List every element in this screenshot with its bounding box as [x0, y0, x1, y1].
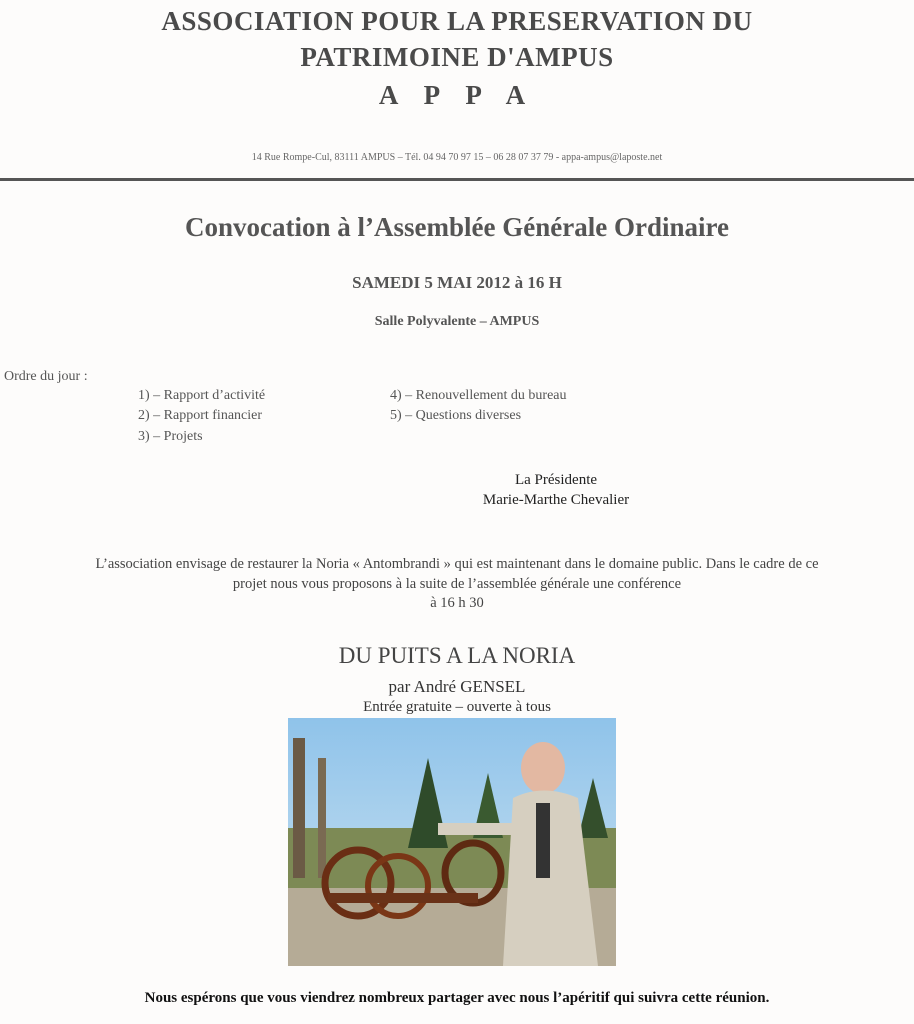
- org-name-line2: PATRIMOINE D'AMPUS: [300, 42, 614, 72]
- signatory-name: Marie-Marthe Chevalier: [482, 492, 630, 508]
- conference-speaker: par André GENSEL: [388, 677, 526, 696]
- agenda-item: 1) – Rapport d’activité: [138, 388, 266, 403]
- conference-entry: Entrée gratuite – ouverte à tous: [363, 699, 551, 715]
- convocation-title: Convocation à l’Assemblée Générale Ordinaire: [185, 212, 729, 242]
- agenda-label: Ordre du jour :: [4, 369, 88, 384]
- agenda-item: 2) – Rapport financier: [138, 408, 263, 423]
- noria-photo: [288, 718, 616, 966]
- meeting-place: Salle Polyvalente – AMPUS: [374, 314, 540, 329]
- announcement-line2: projet nous vous proposons à la suite de l’assemblée générale une conférence: [232, 576, 682, 592]
- announcement-time: à 16 h 30: [430, 595, 484, 611]
- closing-note: Nous espérons que vous viendrez nombreux partager avec nous l’apéritif qui suivra cette réunion.: [144, 990, 770, 1006]
- meeting-date: SAMEDI 5 MAI 2012 à 16 H: [352, 273, 562, 292]
- org-acronym: A P P A: [378, 80, 536, 110]
- org-address: 14 Rue Rompe-Cul, 83111 AMPUS – Tél. 04 94 70 97 15 – 06 28 07 37 79 - appa-ampus@laposte.net: [251, 152, 663, 163]
- agenda-item: 3) – Projets: [138, 429, 203, 444]
- conference-title: DU PUITS A LA NORIA: [338, 643, 576, 668]
- agenda-item: 5) – Questions diverses: [390, 408, 522, 423]
- org-name-line1: ASSOCIATION POUR LA PRESERVATION DU: [161, 6, 753, 36]
- agenda-item: 4) – Renouvellement du bureau: [390, 388, 567, 403]
- signatory-role: La Présidente: [514, 472, 598, 488]
- announcement-line1: L’association envisage de restaurer la Noria « Antombrandi » qui est maintenant dans le domaine public. Dans le cadre de ce: [95, 556, 819, 572]
- header-divider: [0, 178, 914, 181]
- photo-illustration: [288, 718, 616, 966]
